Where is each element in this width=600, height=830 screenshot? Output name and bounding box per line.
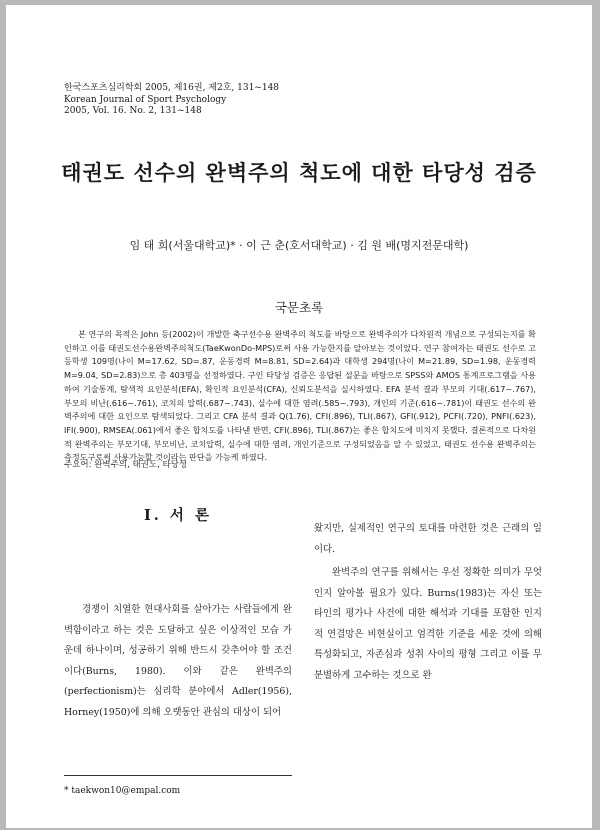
journal-line-english: Korean Journal of Sport Psychology [64,94,227,105]
journal-info [64,83,279,118]
paper-title: 태권도 선수의 완벽주의 척도에 대한 타당성 검증 [61,161,537,185]
abstract-text: 본 연구의 목적은 John 등(2002)이 개발한 축구선수용 완벽주의 척도를 바탕으로 완벽주의가 다차원적 개념으로 구성되는지를 확인하고 이를 태권도선수용완벽주의척도(TaeKwonDo-MPS)로써 사용 가능한지를 알아보는 것이었다. 연구 참여자는 태권도 선수로 고등학생 109명(나이 M=17.62, SD=.87, 운동경력 M=8.81, SD=2.64)과 대학생 294명(나이 M=21.89, SD=1.98, 운동경력 M=9.04, SD=2.83)으로 총 403명을 선정하였다. 구인 타당성 검증은 응답된 설문을 바탕으로 SPSS와 AMOS 통계프로그램을 사용하여 기술통계, 탐색적 요인분석(EFA), 확인적 요인분석(CFA), 신뢰도분석을 실시하였다. EFA 분석 결과 부모의 기대(.617~.767), 부모의 비난(.616~.761), 코치의 압력(.687~.743), 실수에 대한 염려(.585~.793), 개인의 기준(.616~.781)이 태권도 선수의 완벽주의에 대한 요인으로 탐색되었다. 그리고 CFA 분석 결과 Q(1.76), CFI(.896), TLI(.867), GFI(.912), PCFI(.720), PNFI(.623), IFI(.900), RMSEA(.061)에서 좋은 합치도를 나타낸 반면, CFI(.896), TLI(.867)는 좋은 합치도에 미치지 못했다. 결론적으로 다차원적 완벽주의는 부모기대, 부모비난, 코치압력, 실수에 대한 염려, 개인기준으로 구성되었음을 알 수 있었고, 태권도 선수용 완벽주의는 측정도구로써 사용가능할 것이라는 판단을 가능케 하였다. [64,329,537,463]
abstract-body [64,328,536,465]
footnote-email: * taekwon10@empal.com [64,786,181,796]
abstract-heading: 국문초록 [274,300,324,315]
intro-paragraph-1: 경쟁이 치열한 현대사회를 살아가는 사람들에게 완벽함이라고 하는 것은 도달하고 싶은 이상적인 모습 가운데 하나이며, 성공하기 위해 반드시 갖추어야 할 조건이다(Burns, 1980). 이와 같은 완벽주의(perfectionism)는 심리학 분야에서 Adler(1956), Horney(1950)에 의해 오랫동안 관심의 대상이 되어 [64,604,292,718]
right-column [314,519,542,686]
keywords: 주요어: 완벽주의, 태권도, 타당성 [64,460,188,470]
intro-paragraph-1-continued: 왔지만, 실제적인 연구의 토대를 마련한 것은 근래의 일이다. [314,523,542,555]
author-list: 임 태 희(서울대학교)* · 이 근 춘(호서대학교) · 김 원 배(명지전문대학) [129,239,469,252]
journal-line-volume: 2005, Vol. 16. No. 2, 131~148 [64,106,202,116]
section-heading: I. 서 론 [144,507,212,524]
footnote-divider [64,775,292,776]
left-column [64,600,292,723]
journal-line-korean: 한국스포츠심리학회 2005, 제16권, 제2호, 131~148 [64,83,280,93]
intro-paragraph-2: 완벽주의 연구를 위해서는 우선 정확한 의미가 무엇인지 알아볼 필요가 있다. Burns(1983)는 자신 또는 타인의 평가나 사건에 대한 해석과 기대를 포함한 인지적 연결망은 비현실이고 엄격한 기준을 세운 것에 의해 특성화되고, 자존심과 성취 사이의 평형 그리고 이를 무분별하게 고수하는 것으로 완 [314,567,542,681]
paper-page [6,5,592,828]
